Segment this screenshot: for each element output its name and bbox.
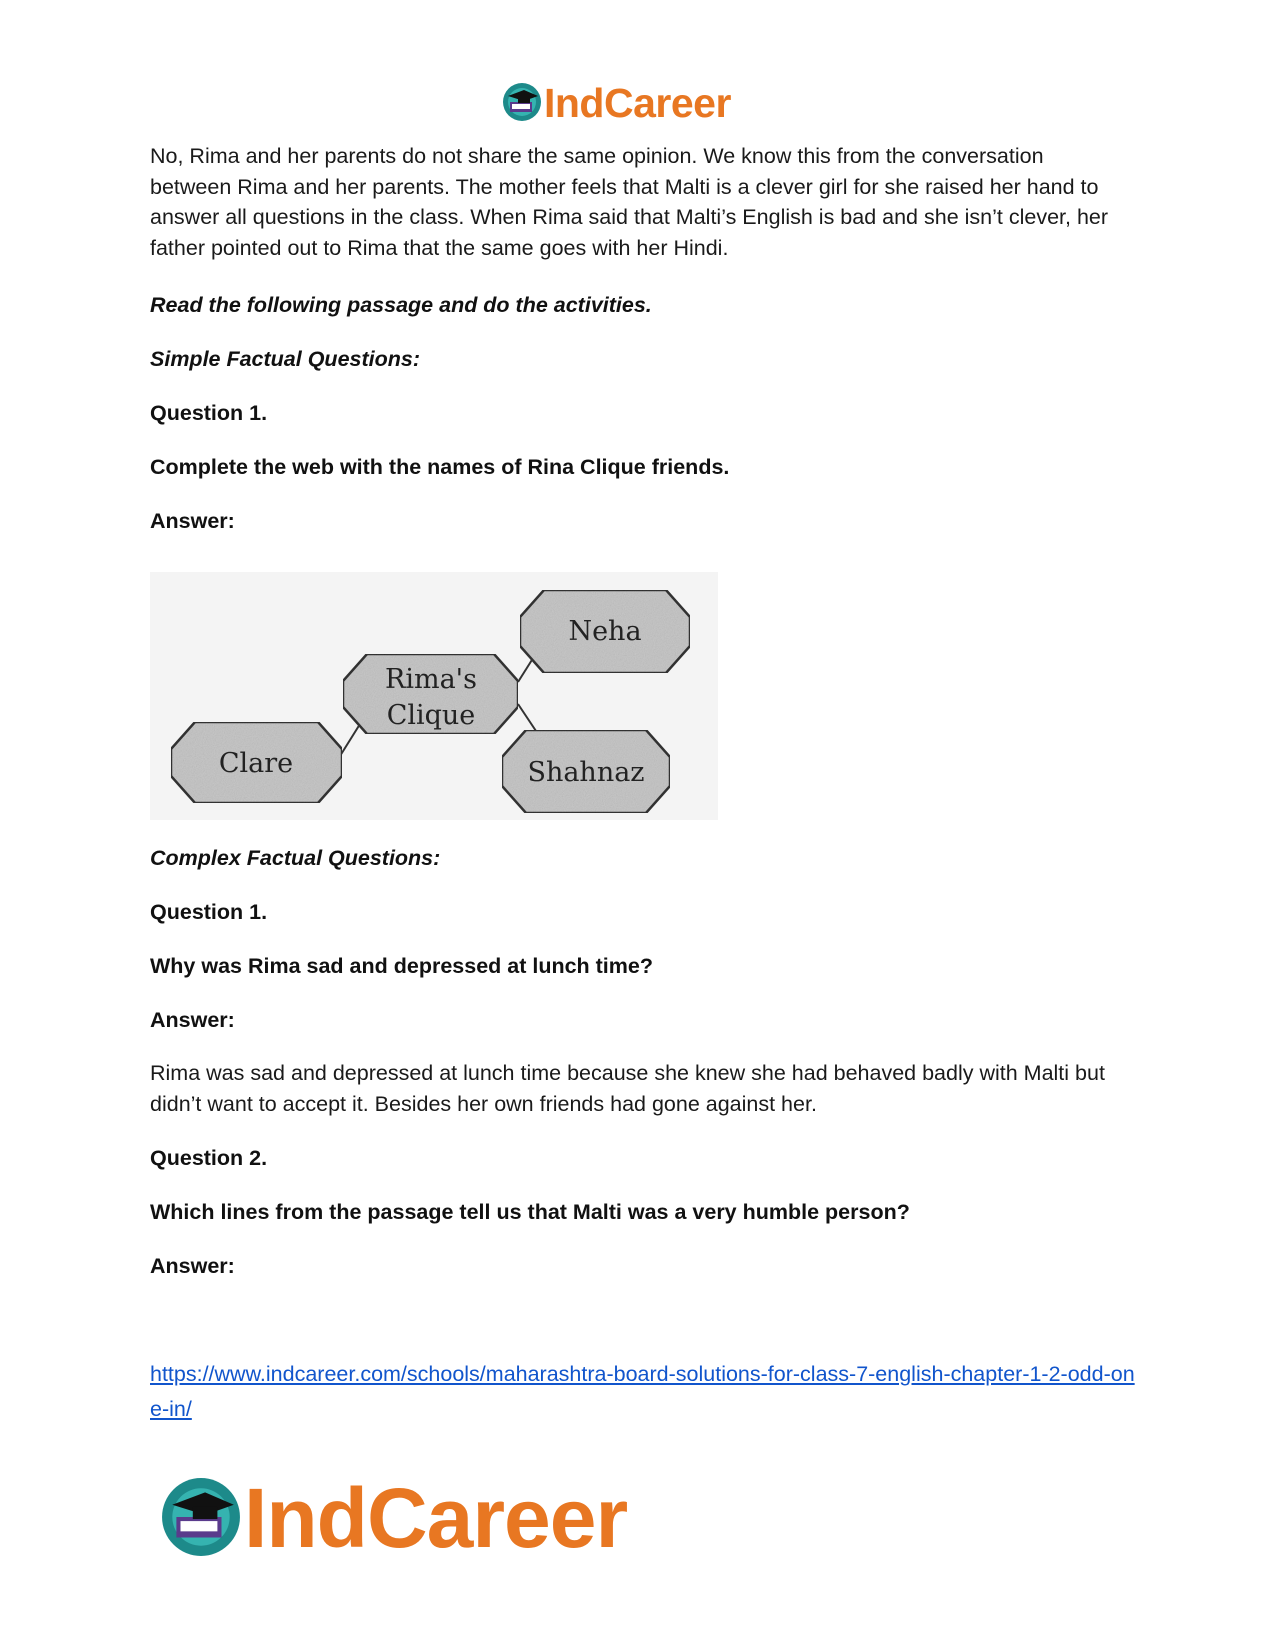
logo-wordmark: IndCareer bbox=[544, 80, 731, 126]
node-clare bbox=[171, 722, 342, 803]
source-link[interactable]: https://www.indcareer.com/schools/maharashtra-board-solutions-for-class-7-english-chapter-1-2-odd-one-in/ bbox=[150, 1362, 1135, 1421]
node-label-neha: Neha bbox=[568, 616, 642, 647]
node-center bbox=[343, 654, 518, 734]
node-shahnaz bbox=[502, 730, 670, 813]
question-label: Question 1. bbox=[150, 401, 268, 425]
logo-wordmark: IndCareer bbox=[244, 1471, 628, 1565]
node-neha bbox=[520, 590, 690, 673]
complex-section-title: Complex Factual Questions: bbox=[150, 846, 441, 870]
intro-paragraph: No, Rima and her parents do not share the same opinion. We know this from the conversation between Rima and her parents. The mother feels that Malti is a clever girl for she raised her hand to answer all questions in the class. When Rima said that Malti’s English is bad and she isn’t clever, her father pointed out to Rima that the same goes with her Hindi. bbox=[150, 144, 1109, 260]
question-label: Question 1. bbox=[150, 900, 268, 924]
answer-label: Answer: bbox=[150, 509, 235, 533]
answer-paragraph: Rima was sad and depressed at lunch time because she knew she had behaved badly with Malti but didn’t want to accept it. Besides her own friends had gone against her. bbox=[150, 1061, 1105, 1116]
question-label: Question 2. bbox=[150, 1146, 268, 1170]
instruction-text: Read the following passage and do the activities. bbox=[150, 293, 652, 317]
center-label-line1: Rima's bbox=[385, 664, 477, 695]
simple-section-title: Simple Factual Questions: bbox=[150, 347, 420, 371]
question-text: Why was Rima sad and depressed at lunch time? bbox=[150, 954, 653, 978]
node-label-clare: Clare bbox=[218, 748, 294, 779]
indcareer-logo-top bbox=[502, 78, 782, 128]
indcareer-logo-bottom bbox=[160, 1468, 720, 1568]
clique-web-diagram bbox=[150, 572, 718, 820]
answer-label: Answer: bbox=[150, 1254, 235, 1278]
center-label-line2: Clique bbox=[386, 700, 476, 731]
answer-label: Answer: bbox=[150, 1008, 235, 1032]
question-text: Complete the web with the names of Rina Clique friends. bbox=[150, 455, 730, 479]
graduation-globe-icon bbox=[160, 1476, 242, 1558]
question-text: Which lines from the passage tell us that Malti was a very humble person? bbox=[150, 1200, 910, 1224]
graduation-globe-icon bbox=[502, 82, 542, 122]
node-label-shahnaz: Shahnaz bbox=[527, 757, 645, 788]
